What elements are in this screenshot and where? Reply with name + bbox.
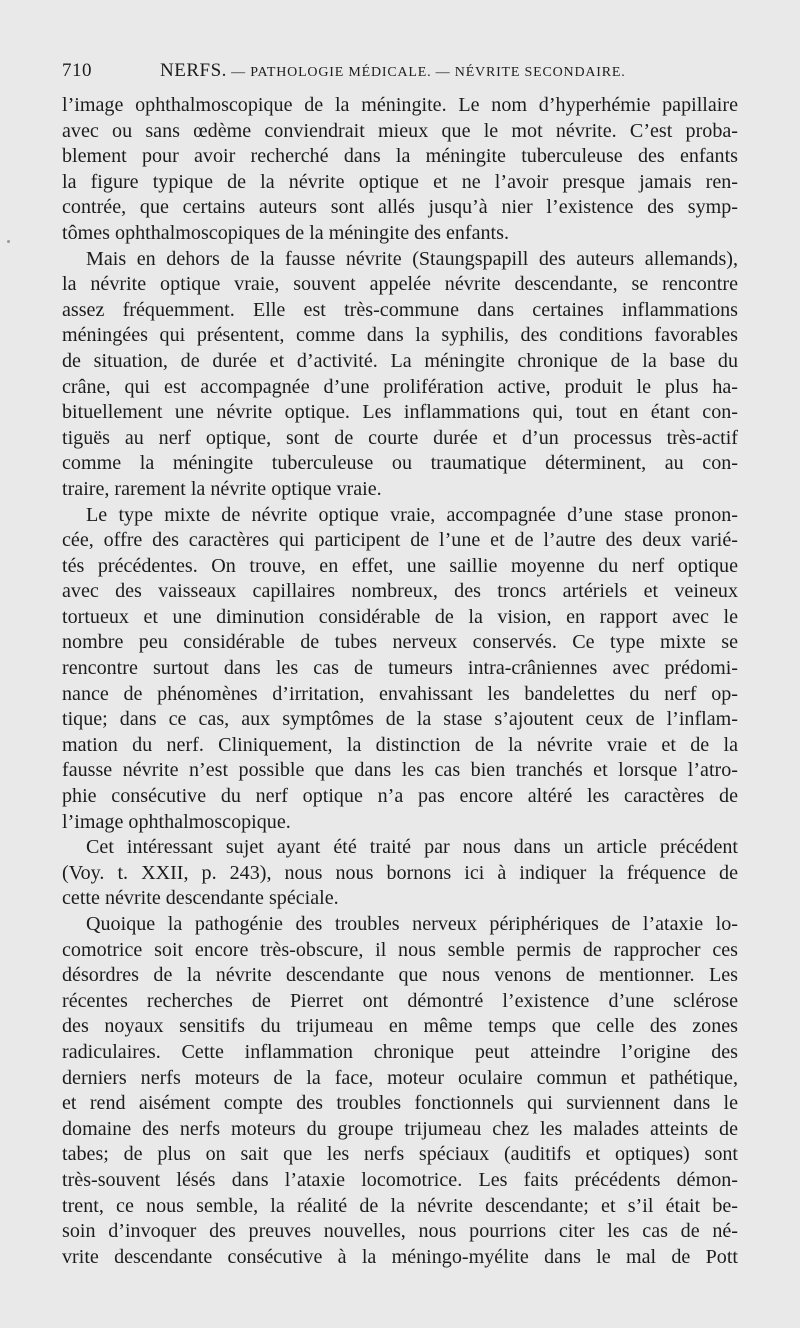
text-line: cette névrite descendante spéciale. — [62, 887, 339, 910]
text-line: de situation, de durée et d’activité. La méningite chronique de la base du — [62, 349, 738, 372]
text-line: la figure typique de la névrite optique et ne l’avoir presque jamais ren- — [62, 170, 738, 193]
text-line: radiculaires. Cette inflammation chronique peut atteindre l’origine des — [62, 1040, 738, 1063]
text-line: avec des vaisseaux capillaires nombreux, des troncs artériels et veineux — [62, 580, 738, 603]
text-line: Le type mixte de névrite optique vraie, accompagnée d’une stase pronon- — [86, 503, 738, 526]
text-line: méningées qui présentent, comme dans la syphilis, des conditions favorables — [62, 324, 738, 347]
text-line: comotrice soit encore très-obscure, il nous semble permis de rapprocher ces — [62, 938, 738, 961]
running-title — [160, 60, 626, 82]
text-line: tômes ophthalmoscopiques de la méningite des enfants. — [62, 221, 509, 244]
text-line: derniers nerfs moteurs de la face, moteur oculaire commun et pathétique, — [62, 1066, 738, 1089]
text-line: et rend aisément compte des troubles fonctionnels qui surviennent dans le — [62, 1092, 738, 1115]
text-line: tabes; de plus on sait que les nerfs spéciaux (auditifs et optiques) sont — [62, 1143, 738, 1166]
page-number: 710 — [62, 60, 92, 81]
text-line: très-souvent lésés dans l’ataxie locomotrice. Les faits précédents démon- — [62, 1168, 738, 1191]
text-line: Cet intéressant sujet ayant été traité par nous dans un article précédent — [86, 836, 738, 859]
text-line: traire, rarement la névrite optique vraie. — [62, 477, 382, 500]
text-line: comme la méningite tuberculeuse ou traumatique déterminent, au con- — [62, 452, 738, 475]
text-line: nombre peu considérable de tubes nerveux conservés. Ce type mixte se — [62, 631, 738, 654]
text-line: avec ou sans œdème conviendrait mieux que le mot névrite. C’est proba- — [62, 119, 738, 142]
text-line: cée, offre des caractères qui participent de l’une et de l’autre des deux varié- — [62, 529, 738, 552]
text-line: domaine des nerfs moteurs du groupe trijumeau chez les malades atteints de — [62, 1117, 738, 1140]
text-line: bituellement une névrite optique. Les inflammations qui, tout en étant con- — [62, 401, 738, 424]
text-line: tés précédentes. On trouve, en effet, une saillie moyenne du nerf optique — [62, 554, 738, 577]
text-line: mation du nerf. Cliniquement, la distinction de la névrite vraie et de la — [62, 733, 738, 756]
text-line: nance de phénomènes d’irritation, envahissant les bandelettes du nerf op- — [62, 682, 738, 705]
running-head — [62, 60, 738, 88]
text-line: fausse névrite n’est possible que dans les cas bien tranchés et lorsque l’atro- — [62, 759, 738, 782]
text-line: Quoique la pathogénie des troubles nerveux périphériques de l’ataxie lo- — [86, 913, 738, 935]
text-line: vrite descendante consécutive à la méningo-myélite dans le mal de Pott — [62, 1245, 738, 1268]
text-line: trent, ce nous semble, la réalité de la névrite descendante; et s’il était be- — [62, 1194, 738, 1217]
text-line: l’image ophthalmoscopique. — [62, 810, 291, 833]
body-text — [62, 93, 738, 1270]
text-line: tique; dans ce cas, aux symptômes de la stase s’ajoutent ceux de l’inflam- — [62, 708, 738, 731]
text-line: blement pour avoir recherché dans la méningite tuberculeuse des enfants — [62, 145, 738, 168]
text-line: rencontre surtout dans les cas de tumeurs intra-crâniennes avec prédomi- — [62, 657, 738, 680]
text-line: récentes recherches de Pierret ont démontré l’existence d’une sclérose — [62, 989, 738, 1012]
text-line: (Voy. t. XXII, p. 243), nous nous bornons ici à indiquer la fréquence de — [62, 861, 738, 884]
running-title-section: NERFS. — [160, 60, 227, 81]
running-title-subtitle: — PATHOLOGIE MÉDICALE. — NÉVRITE SECONDAIRE. — [231, 65, 626, 80]
text-line: Mais en dehors de la fausse névrite (Staungspapill des auteurs allemands), — [86, 247, 738, 270]
text-line: soin d’invoquer des preuves nouvelles, nous pourrions citer les cas de né- — [62, 1220, 738, 1243]
text-line: tortueux et une diminution considérable de la vision, en rapport avec le — [62, 605, 738, 628]
text-line: phie consécutive du nerf optique n’a pas encore altéré les caractères de — [62, 785, 738, 808]
text-line: l’image ophthalmoscopique de la méningite. Le nom d’hyperhémie papillaire — [62, 94, 738, 116]
text-line: crâne, qui est accompagnée d’une prolifération active, produit le plus ha- — [62, 375, 738, 398]
text-line: des noyaux sensitifs du trijumeau en même temps que celle des zones — [62, 1015, 738, 1038]
text-line: tiguës au nerf optique, sont de courte durée et d’un processus très-actif — [62, 426, 738, 449]
text-line: la névrite optique vraie, souvent appelée névrite descendante, se rencontre — [62, 273, 738, 296]
text-line: contrée, que certains auteurs sont allés jusqu’à nier l’existence des symp- — [62, 196, 738, 219]
text-line: désordres de la névrite descendante que nous venons de mentionner. Les — [62, 964, 738, 987]
text-line: assez fréquemment. Elle est très-commune dans certaines inflammations — [62, 298, 738, 321]
page-speck — [7, 240, 10, 243]
